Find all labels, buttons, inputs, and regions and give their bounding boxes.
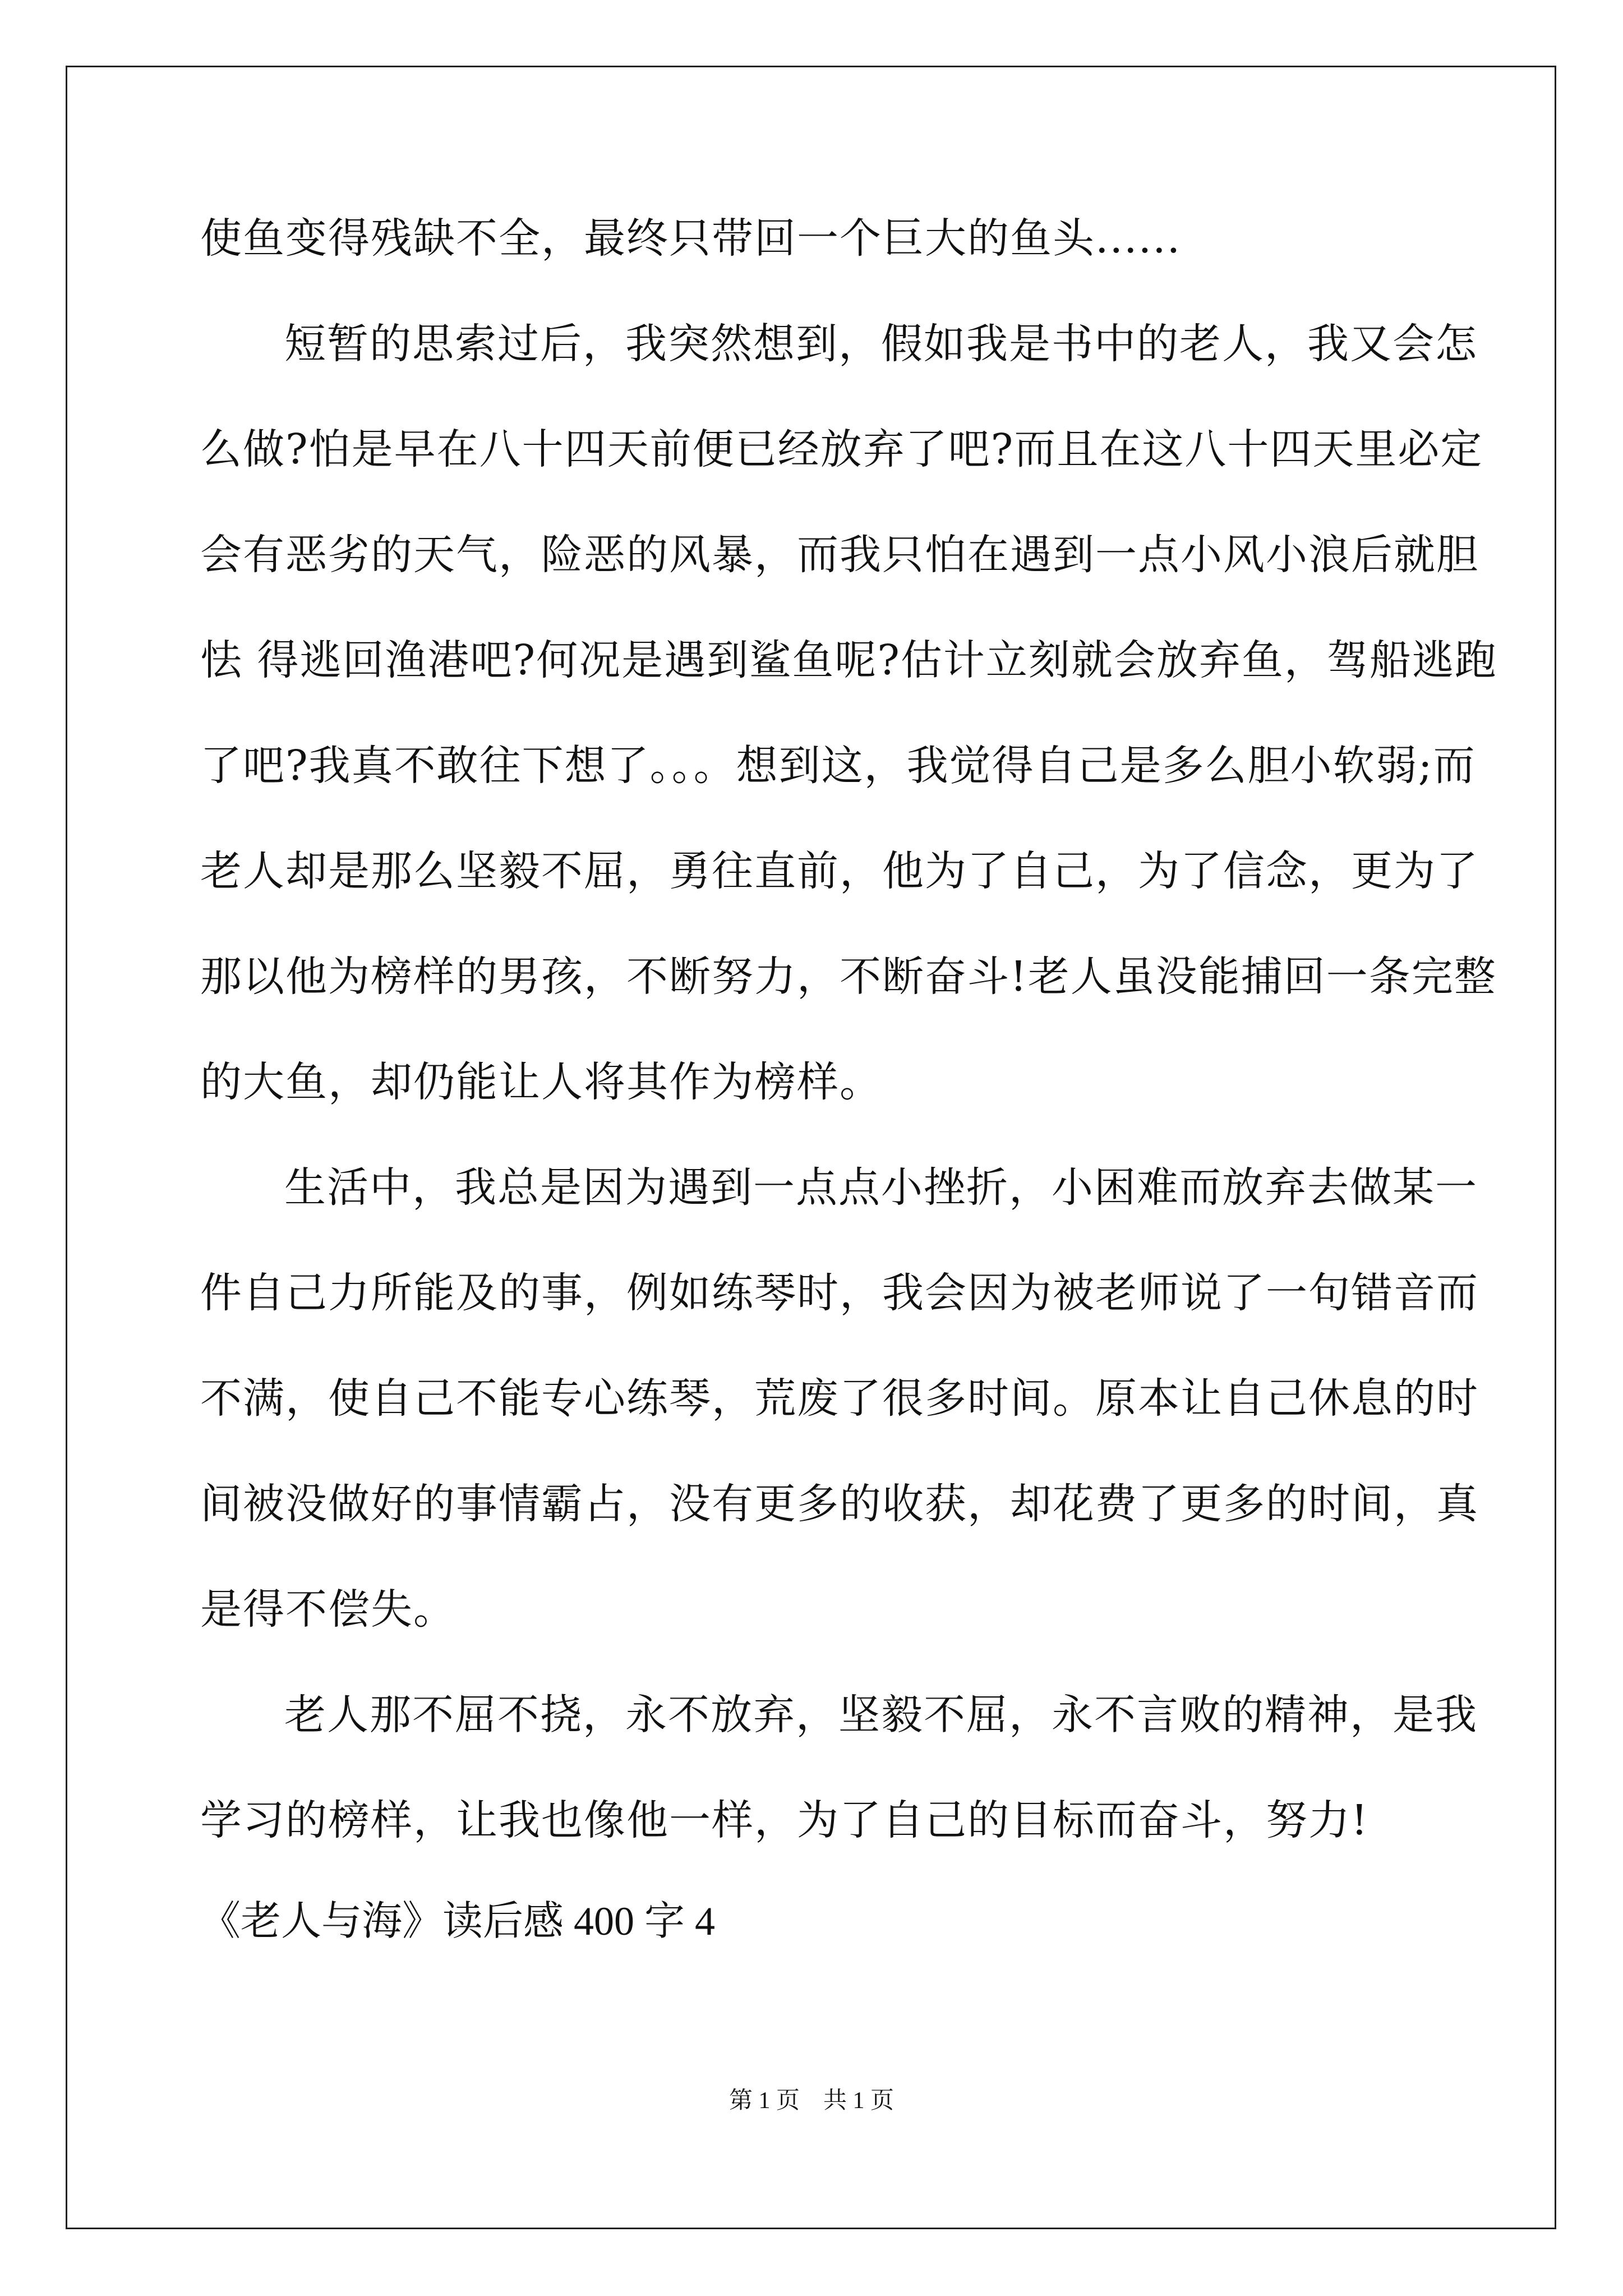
text-line: 怯 得逃回渔港吧?何况是遇到鲨鱼呢?估计立刻就会放弃鱼，驾船逃跑 — [200, 636, 1497, 684]
paragraph-start-line: 短暂的思索过后，我突然想到，假如我是书中的老人，我又会怎 — [284, 320, 1478, 368]
paragraph-start-line: 生活中，我总是因为遇到一点点小挫折，小困难而放弃去做某一 — [284, 1163, 1478, 1212]
paragraph-start-line: 老人那不屈不挠，永不放弃，坚毅不屈，永不言败的精神，是我 — [284, 1691, 1478, 1739]
text-line: 么做?怕是早在八十四天前便已经放弃了吧?而且在这八十四天里必定 — [200, 425, 1483, 473]
text-line: 老人却是那么坚毅不屈，勇往直前，他为了自己，为了信念，更为了 — [200, 847, 1479, 895]
text-line: 使鱼变得残缺不全，最终只带回一个巨大的鱼头...... — [200, 214, 1182, 263]
page-footer: 第 1 页 共 1 页 — [728, 2088, 894, 2114]
text-line: 了吧?我真不敢往下想了。。。想到这，我觉得自己是多么胆小软弱;而 — [200, 742, 1476, 790]
text-line: 那以他为榜样的男孩，不断努力，不断奋斗!老人虽没能捕回一条完整 — [200, 953, 1497, 1001]
text-line: 的大鱼，却仍能让人将其作为榜样。 — [200, 1058, 882, 1106]
text-line: 不满，使自己不能专心练琴，荒废了很多时间。原本让自己休息的时 — [200, 1374, 1479, 1423]
text-line: 间被没做好的事情霸占，没有更多的收获，却花费了更多的时间，真 — [200, 1480, 1479, 1528]
text-line: 学习的榜样，让我也像他一样，为了自己的目标而奋斗，努力! — [200, 1796, 1369, 1844]
text-line: 会有恶劣的天气，险恶的风暴，而我只怕在遇到一点小风小浪后就胆 — [200, 531, 1479, 579]
section-heading: 《老人与海》读后感 400 字 4 — [200, 1899, 716, 1944]
text-line: 件自己力所能及的事，例如练琴时，我会因为被老师说了一句错音而 — [200, 1269, 1479, 1317]
text-line: 是得不偿失。 — [200, 1585, 456, 1634]
